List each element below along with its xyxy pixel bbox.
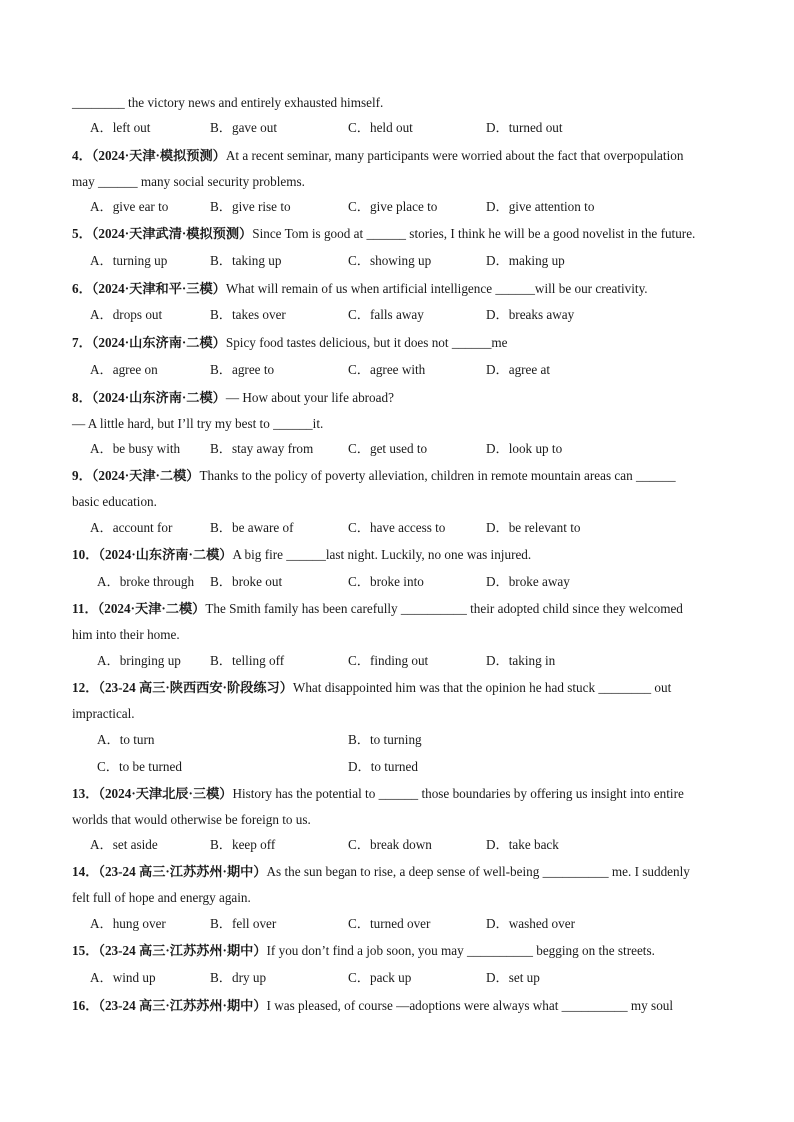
option-c: C．pack up [348,970,412,985]
option-b: B．takes over [210,307,286,322]
option-b: B．give rise to [210,199,291,214]
option-d: D．breaks away [486,307,575,322]
question-14-text [72,859,732,911]
option-a: A．drops out [90,307,163,322]
question-source: （23-24 高三·江苏苏州·期中） [98,943,267,958]
option-c: C．showing up [348,253,432,268]
question-line: At a recent seminar, many participants were worried about the fact that overpopulation [225,148,684,163]
option-b: B．to turning [348,732,422,747]
question-line: ________ the victory news and entirely exhausted himself. [72,95,384,110]
question-10-text [72,542,732,568]
question-line: basic education. [72,494,157,509]
option-a: A．to turn [97,732,155,747]
question-number: 4． [72,148,92,163]
question-line: If you don’t find a job soon, you may __________ begging on the streets. [266,943,655,958]
option-b: B．telling off [210,653,285,668]
question-number: 13． [72,786,99,801]
option-b: B．stay away from [210,441,314,456]
option-a: A．wind up [90,970,156,985]
option-d: D．broke away [486,574,570,589]
question-number: 16． [72,998,99,1013]
option-c: C．get used to [348,441,428,456]
option-c: C．agree with [348,362,426,377]
option-c: C．give place to [348,199,438,214]
question-6-text [72,276,732,302]
question-11-text [72,596,732,648]
question-source: （2024·天津·模拟预测） [91,148,226,163]
question-3-text [72,90,732,116]
question-source: （2024·山东济南·二模） [91,390,226,405]
option-a: A．give ear to [90,199,169,214]
question-line: I was pleased, of course —adoptions were always what __________ my soul [266,998,674,1013]
option-d: D．taking in [486,653,556,668]
option-a: A．broke through [97,574,195,589]
option-a: A．be busy with [90,441,181,456]
question-number: 10． [72,547,99,562]
option-c: C．turned over [348,916,431,931]
question-4-text [72,143,732,195]
option-d: D．look up to [486,441,563,456]
question-number: 7． [72,335,92,350]
question-line: him into their home. [72,627,180,642]
question-5-text [72,221,732,247]
option-a: A．turning up [90,253,168,268]
question-line: Since Tom is good at ______ stories, I think he will be a good novelist in the future. [252,226,696,241]
question-source: （23-24 高三·江苏苏州·期中） [98,998,267,1013]
option-d: D．set up [486,970,540,985]
option-a: A．account for [90,520,173,535]
question-line: The Smith family has been carefully __________ their adopted child since they welcomed [205,601,683,616]
question-8-text [72,385,732,437]
question-source: （2024·天津武清·模拟预测） [91,226,253,241]
question-number: 5． [72,226,92,241]
question-number: 15． [72,943,99,958]
question-line: Spicy food tastes delicious, but it does not ______me [225,335,508,350]
option-b: B．dry up [210,970,267,985]
question-source: （2024·山东济南·二模） [91,335,226,350]
option-c: C．break down [348,837,432,852]
option-b: B．taking up [210,253,282,268]
question-7-text [72,330,732,356]
option-a: A．hung over [90,916,166,931]
option-c: C．to be turned [97,759,182,774]
option-b: B．broke out [210,574,283,589]
question-source: （23-24 高三·江苏苏州·期中） [98,864,267,879]
option-d: D．be relevant to [486,520,581,535]
question-16-text [72,993,732,1019]
option-d: D．take back [486,837,559,852]
question-line: impractical. [72,706,135,721]
option-d: D．to turned [348,759,418,774]
option-a: A．set aside [90,837,158,852]
question-15-text [72,938,732,964]
question-source: （2024·天津·二模） [97,601,206,616]
option-c: C．falls away [348,307,424,322]
question-12-text [72,675,732,727]
option-d: D．washed over [486,916,575,931]
question-line: worlds that would otherwise be foreign to us. [72,812,311,827]
question-line: may ______ many social security problems. [72,174,305,189]
option-b: B．keep off [210,837,276,852]
question-9-text [72,463,732,515]
option-b: B．fell over [210,916,277,931]
question-number: 6． [72,281,92,296]
question-line: History has the potential to ______ those boundaries by offering us insight into entire [232,786,684,801]
question-source: （2024·天津和平·三模） [91,281,226,296]
question-source: （2024·天津·二模） [91,468,200,483]
option-d: D．turned out [486,120,563,135]
option-b: B．agree to [210,362,275,377]
question-number: 8． [72,390,92,405]
question-number: 14． [72,864,99,879]
question-number: 9． [72,468,92,483]
option-c: C．have access to [348,520,446,535]
question-line: — A little hard, but I’ll try my best to ______it. [72,416,324,431]
option-d: D．give attention to [486,199,595,214]
question-13-text [72,781,732,833]
question-line: felt full of hope and energy again. [72,890,251,905]
question-source: （2024·山东济南·二模） [98,547,233,562]
question-source: （23-24 高三·陕西西安·阶段练习） [98,680,293,695]
option-c: C．broke into [348,574,424,589]
option-a: A．bringing up [97,653,181,668]
question-line: — How about your life abroad? [225,390,394,405]
question-line: What will remain of us when artificial intelligence ______will be our creativity. [225,281,648,296]
option-b: B．gave out [210,120,278,135]
option-c: C．held out [348,120,413,135]
option-c: C．finding out [348,653,429,668]
option-d: D．making up [486,253,565,268]
question-line: Thanks to the policy of poverty alleviation, children in remote mountain areas can ______ [199,468,676,483]
question-line: A big fire ______last night. Luckily, no one was injured. [232,547,532,562]
option-a: A．agree on [90,362,158,377]
question-number: 12． [72,680,99,695]
option-d: D．agree at [486,362,551,377]
question-line: As the sun began to rise, a deep sense of well-being __________ me. I suddenly [266,864,690,879]
question-source: （2024·天津北辰·三模） [98,786,233,801]
option-a: A．left out [90,120,151,135]
option-b: B．be aware of [210,520,294,535]
question-line: What disappointed him was that the opinion he had stuck ________ out [292,680,672,695]
question-number: 11． [72,601,98,616]
